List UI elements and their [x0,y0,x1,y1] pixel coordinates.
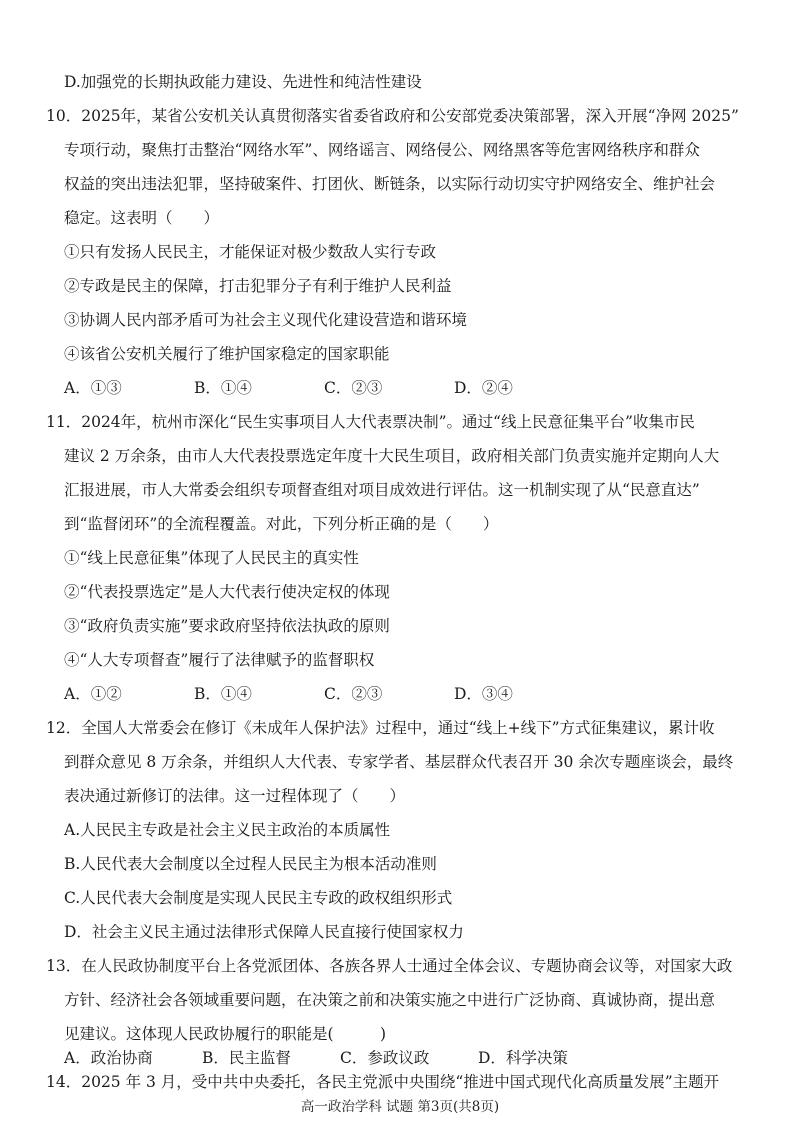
question-11-statement-1: ①“线上民意征集”体现了人民民主的真实性 [64,549,359,567]
question-12-option-c: C.人民代表大会制度是实现人民民主专政的政权组织形式 [64,889,453,907]
question-11-choice-b: B．①④ [194,685,252,703]
question-10-line-2: 专项行动，聚焦打击整治“网络水军”、网络谣言、网络侵公、网络黑客等危害网络秩序和群众 [64,141,700,159]
question-11-choice-d: D．③④ [454,685,513,703]
question-11-line-1: 11．2024年，杭州市深化“民生实事项目人大代表票决制”。通过“线上民意征集平台”收集市民 [46,413,695,431]
question-10-statement-2: ②专政是民主的保障，打击犯罪分子有利于维护人民利益 [64,277,452,295]
question-10-choice-c: C．②③ [324,379,383,397]
question-13-choice-b: B．民主监督 [202,1049,291,1067]
question-10-statement-4: ④该省公安机关履行了维护国家稳定的国家职能 [64,345,390,363]
question-12-line-3: 表决通过新修订的法律。这一过程体现了（ ） [64,787,406,805]
question-11-line-4: 到“监督闭环”的全流程覆盖。对此，下列分析正确的是（ ） [64,515,499,533]
question-12-option-a: A.人民民主专政是社会主义民主政治的本质属性 [64,821,391,839]
question-11-statement-4: ④“人大专项督查”履行了法律赋予的监督职权 [64,651,375,669]
question-10-choice-b: B．①④ [194,379,252,397]
question-11-statement-3: ③“政府负责实施”要求政府坚持依法执政的原则 [64,617,390,635]
question-13-choice-c: C．参政议政 [340,1049,430,1067]
question-10-choices [64,378,754,398]
question-10-choice-d: D．②④ [454,379,513,397]
question-12-option-b: B.人民代表大会制度以全过程人民民主为根本活动准则 [64,855,437,873]
question-10-statement-1: ①只有发扬人民民主，才能保证对极少数敌人实行专政 [64,243,437,261]
question-13-choice-a: A．政治协商 [64,1049,153,1067]
question-11-choice-c: C．②③ [324,685,383,703]
question-11-choice-a: A．①② [64,685,122,703]
question-10-statement-3: ③协调人民内部矛盾可为社会主义现代化建设营造和谐环境 [64,311,468,329]
question-13-line-1: 13．在人民政协制度平台上各党派团体、各族各界人士通过全体会议、专题协商会议等，对国家大政 [46,957,733,975]
question-10-line-4: 稳定。这表明（ ） [64,209,220,227]
question-10-line-1: 10．2025年，某省公安机关认真贯彻落实省委省政府和公安部党委决策部署，深入开展“净网 2025” [46,107,739,125]
question-14-line-1: 14．2025 年 3 月，受中共中央委托，各民主党派中央围绕“推进中国式现代化高质量发展”主题开 [46,1073,720,1091]
q9-option-d: D.加强党的长期执政能力建设、先进性和纯洁性建设 [64,73,422,91]
question-13-line-3: 见建议。这体现人民政协履行的职能是( ) [64,1025,387,1043]
question-10-line-3: 权益的突出违法犯罪，坚持破案件、打团伙、断链条，以实际行动切实守护网络安全、维护社会 [64,175,716,193]
question-13-choices [64,1048,754,1068]
question-11-choices [64,684,754,704]
question-10-choice-a: A．①③ [64,379,122,397]
question-12-option-d: D．社会主义民主通过法律形式保障人民直接行使国家权力 [64,923,464,941]
question-12-line-1: 12．全国人大常委会在修订《未成年人保护法》过程中，通过“线上+线下”方式征集建议，累计收 [46,719,715,737]
question-13-choice-d: D．科学决策 [478,1049,568,1067]
question-11-line-3: 汇报进展，市人大常委会组织专项督查组对项目成效进行评估。这一机制实现了从“民意直达” [64,481,700,499]
question-11-line-2: 建议 2 万余条，由市人大代表投票选定年度十大民生项目，政府相关部门负责实施并定期向人大 [64,447,720,465]
page-footer: 高一政治学科 试题 第3页(共8页) [300,1099,500,1115]
question-11-statement-2: ②“代表投票选定”是人大代表行使决定权的体现 [64,583,390,601]
question-13-line-2: 方针、经济社会各领域重要问题，在决策之前和决策实施之中进行广泛协商、真诚协商，提出意 [64,991,716,1009]
question-12-line-2: 到群众意见 8 万余条，并组织人大代表、专家学者、基层群众代表召开 30 余次专题座谈会，最终 [64,753,734,771]
